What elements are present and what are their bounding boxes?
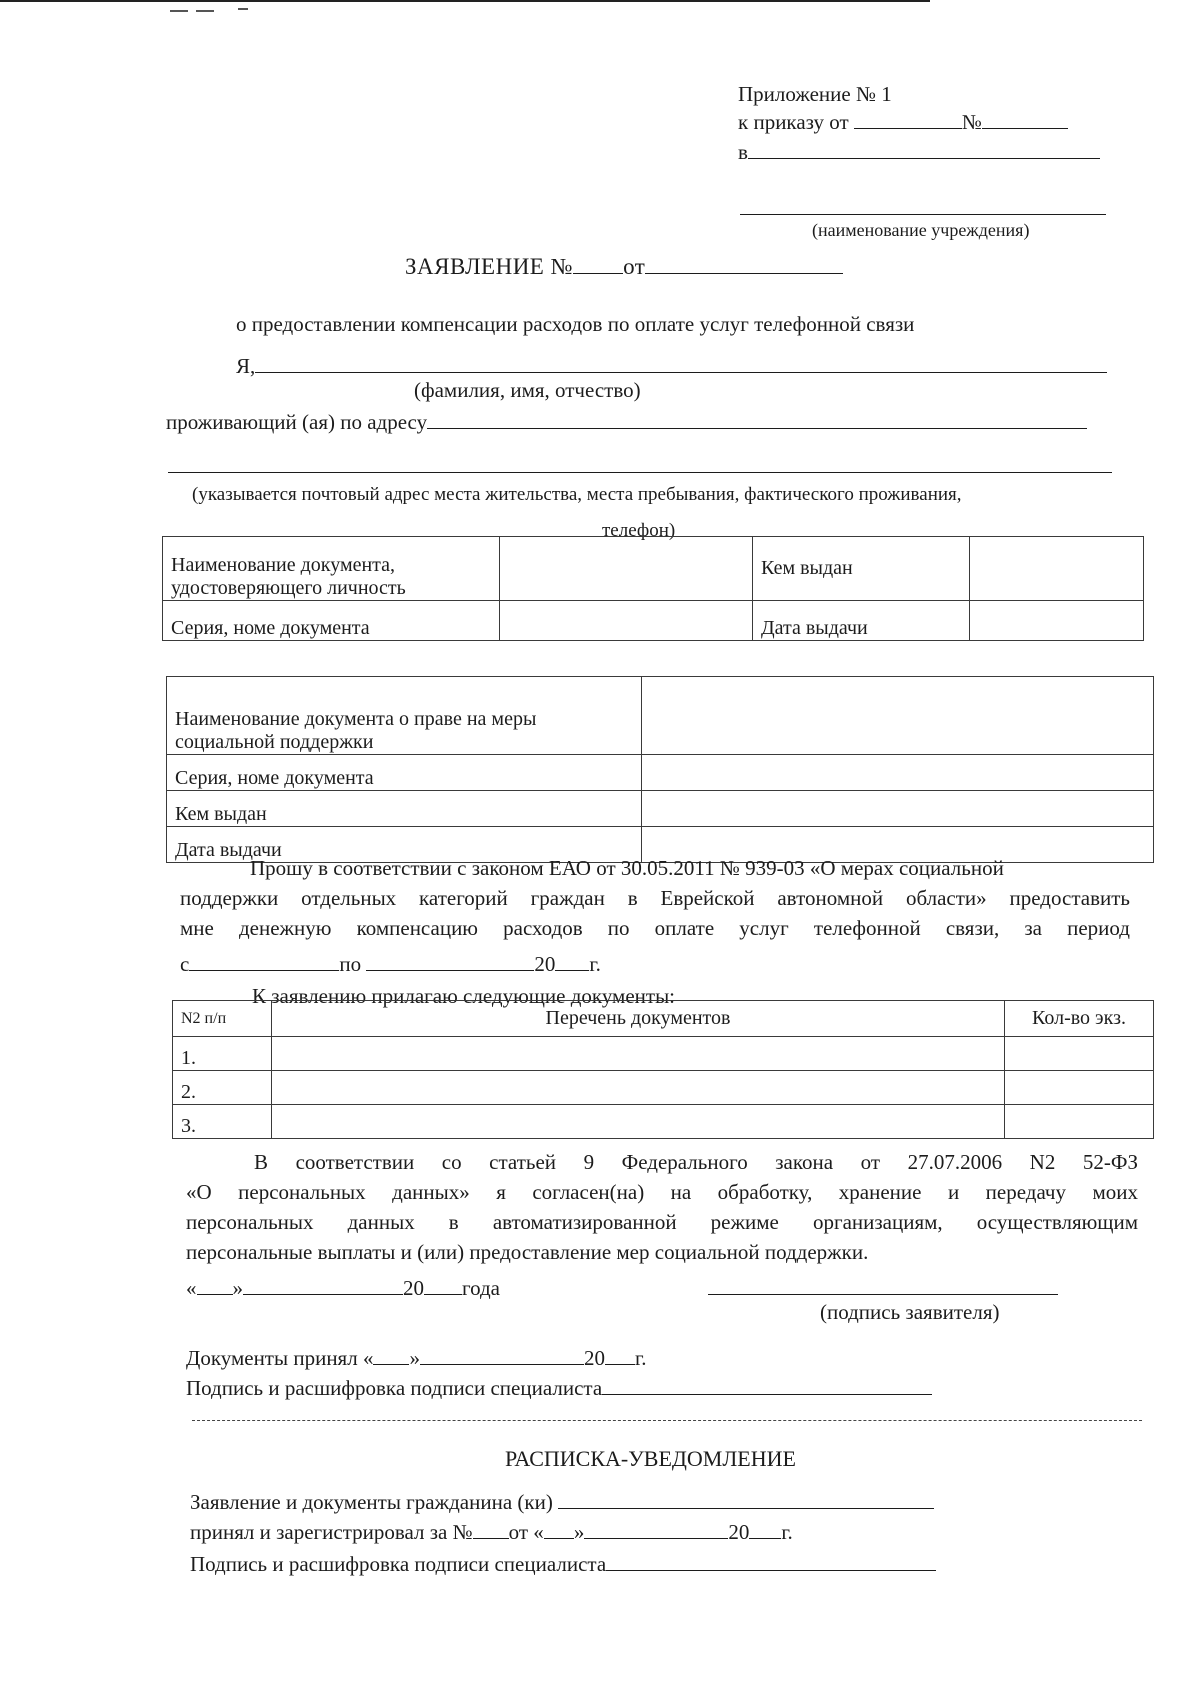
issued-by-label: Кем выдан <box>753 537 970 601</box>
request-line-2: поддержки отдельных категорий граждан в Еврейской автономной области» предоставить <box>180 886 1130 910</box>
row-number: 3. <box>173 1105 272 1139</box>
accepted-by-line: Документы принял « » 20 г. <box>186 1346 647 1370</box>
row-number: 2. <box>173 1071 272 1105</box>
identity-doc-name-value[interactable] <box>500 537 753 601</box>
applicant-signature-rule <box>708 1294 1058 1295</box>
attachments-table <box>172 1000 1154 1139</box>
col-header-documents: Перечень документов <box>272 1001 1005 1037</box>
identity-doc-name-label: Наименование документа, удостоверяющего личность <box>163 537 500 601</box>
application-title: ЗАЯВЛЕНИЕ № от <box>405 254 843 280</box>
receipt-specialist-line: Подпись и расшифровка подписи специалиста <box>190 1552 936 1577</box>
row-copies[interactable] <box>1005 1105 1154 1139</box>
address-caption: (указывается почтовый адрес места жительства, места пребывания, фактического проживания, <box>192 484 962 505</box>
row-document[interactable] <box>272 1037 1005 1071</box>
scan-top-edge <box>0 0 930 2</box>
request-line-3: мне денежную компенсацию расходов по оплате услуг телефонной связи, за период <box>180 916 1130 940</box>
support-doc-name-value[interactable] <box>642 677 1154 755</box>
identity-series-label: Серия, номе документа <box>163 601 500 641</box>
support-doc-table <box>166 676 1154 863</box>
scan-mark <box>170 10 188 12</box>
row-copies[interactable] <box>1005 1071 1154 1105</box>
consent-date-line: « » 20 года <box>186 1276 500 1300</box>
scan-mark <box>196 10 214 12</box>
receipt-title: РАСПИСКА-УВЕДОМЛЕНИЕ <box>505 1446 796 1471</box>
institution-line: в <box>738 140 1100 165</box>
applicant-name-caption: (фамилия, имя, отчество) <box>414 378 641 402</box>
appendix-label: Приложение № 1 <box>738 82 892 106</box>
request-period-line: с по 20 г. <box>180 952 601 976</box>
institution-rule <box>740 214 1106 215</box>
cut-line <box>192 1420 1142 1421</box>
applicant-name-line: Я, <box>236 354 1107 379</box>
identity-series-value[interactable] <box>500 601 753 641</box>
row-copies[interactable] <box>1005 1037 1154 1071</box>
applicant-signature-caption: (подпись заявителя) <box>820 1300 1000 1324</box>
row-document[interactable] <box>272 1105 1005 1139</box>
row-document[interactable] <box>272 1071 1005 1105</box>
order-ref-line: к приказу от № <box>738 110 1068 135</box>
support-issue-date-label: Дата выдачи <box>167 827 642 863</box>
consent-line-4: персональные выплаты и (или) предоставление мер социальной поддержки. <box>186 1240 869 1264</box>
consent-line-3: персональных данных в автоматизированной режиме организациям, осуществляющим <box>186 1210 1138 1234</box>
attachments-intro: К заявлению прилагаю следующие документы: <box>252 984 676 1008</box>
address-rule <box>168 472 1112 473</box>
support-doc-name-label: Наименование документа о праве на меры социальной поддержки <box>167 677 642 755</box>
issue-date-value[interactable] <box>970 601 1144 641</box>
receipt-registered-line: принял и зарегистрировал за № от « » 20 г. <box>190 1520 793 1544</box>
address-line: проживающий (ая) по адресу <box>166 410 1087 435</box>
col-header-copies: Кол-во экз. <box>1005 1001 1154 1037</box>
issued-by-value[interactable] <box>970 537 1144 601</box>
request-line-1: Прошу в соответствии с законом ЕАО от 30.05.2011 № 939-03 «О мерах социальной <box>250 856 1004 880</box>
col-header-number: N2 п/п <box>173 1001 272 1037</box>
support-issued-by-value[interactable] <box>642 791 1154 827</box>
support-series-value[interactable] <box>642 755 1154 791</box>
row-number: 1. <box>173 1037 272 1071</box>
identity-doc-table <box>162 536 1144 641</box>
scan-mark <box>238 8 248 10</box>
support-series-label: Серия, номе документа <box>167 755 642 791</box>
application-subject: о предоставлении компенсации расходов по оплате услуг телефонной связи <box>236 312 915 336</box>
consent-line-2: «О персональных данных» я согласен(на) на обработку, хранение и передачу моих <box>186 1180 1138 1204</box>
address-caption-cont: телефон) <box>602 520 676 541</box>
specialist-signature-line: Подпись и расшифровка подписи специалиста <box>186 1376 932 1401</box>
issue-date-label: Дата выдачи <box>753 601 970 641</box>
support-issued-by-label: Кем выдан <box>167 791 642 827</box>
consent-line-1: В соответствии со статьей 9 Федерального закона от 27.07.2006 N2 52-ФЗ <box>254 1150 1138 1174</box>
institution-caption: (наименование учреждения) <box>812 220 1030 240</box>
receipt-citizen-line: Заявление и документы гражданина (ки) <box>190 1490 934 1515</box>
